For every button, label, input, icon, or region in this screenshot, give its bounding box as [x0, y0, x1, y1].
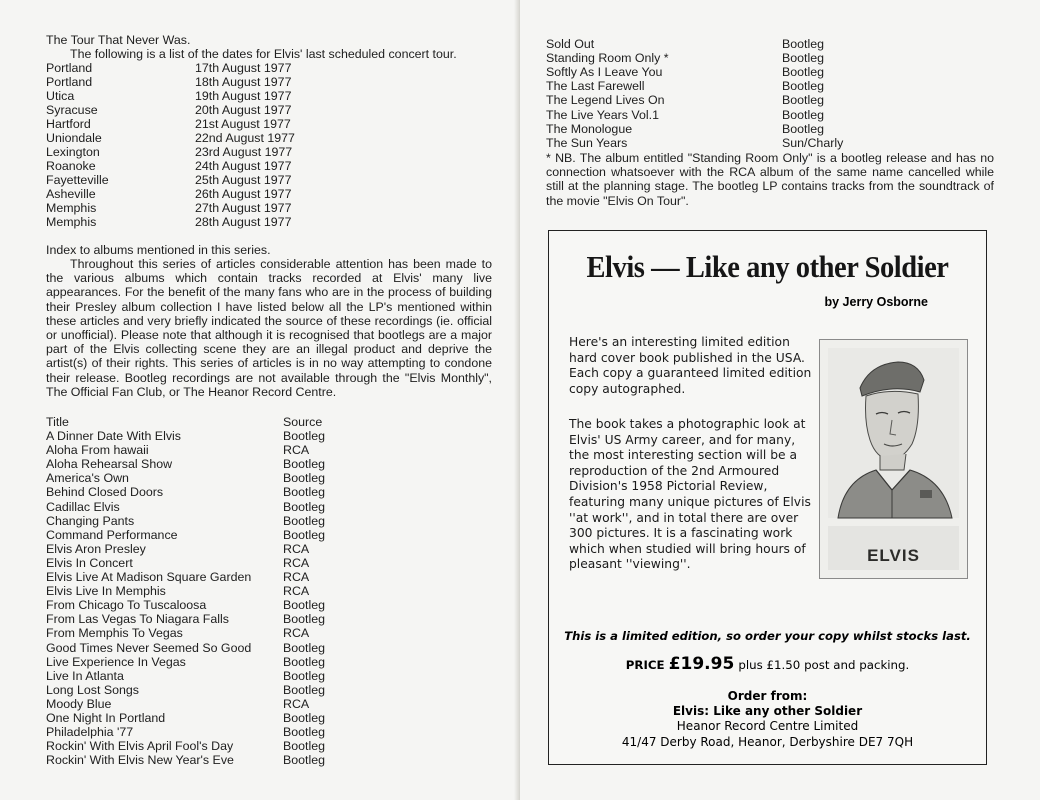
tour-date-row-city: Hartford — [46, 117, 91, 131]
album-row-title: Rockin' With Elvis April Fool's Day — [46, 739, 234, 754]
tour-date-row-date: 22nd August 1977 — [195, 131, 295, 145]
album-row-title: Elvis In Concert — [46, 555, 133, 570]
album-row-source: Bootleg — [283, 711, 326, 725]
order-company: Heanor Record Centre Limited — [676, 719, 859, 733]
album-row-title: Live Experience In Vegas — [46, 654, 186, 669]
album-row-title: Live In Atlanta — [46, 668, 124, 683]
footnote: * NB. The album entitled "Standing Room Only" is a bootleg release and has no connection whatsoever with the RCA album of the same name cancelled while still at the planning stage. The bootleg LP contains tracks from the soundtrack of the movie "Elvis On Tour". — [546, 151, 994, 208]
book-advert — [548, 230, 987, 765]
album-row-source: Bootleg — [283, 739, 326, 754]
album-row-title: Elvis Live At Madison Square Garden — [46, 570, 252, 584]
album-row-title: Behind Closed Doors — [46, 485, 164, 500]
album-row-title: Moody Blue — [46, 696, 112, 711]
album-row-source: RCA — [283, 555, 310, 570]
album-row-source: Bootleg — [782, 37, 825, 51]
index-paragraph: Throughout this series of articles considerable attention has been made to the various albums which contain tracks recorded at Elvis' many live appearances. For the benefit of the many fans who are in the process of building their Presley album collection I have listed below all the LP's mentioned within these articles and very briefly indicated the source of these recordings (ie. official or unofficial). Please note that although it is recognised that bootlegs are a major part of the Elvis collecting scene they are an illegal product and deprive the artist(s) of their rights. This series of articles is in no way attempting to condone their release. Bootleg recordings are not available through the "Elvis Monthly", The Official Fan Club, or The Heanor Record Centre. — [46, 257, 492, 399]
album-row-title: Philadelphia '77 — [46, 725, 134, 740]
tour-date-row-city: Portland — [46, 61, 93, 75]
album-row-source: Bootleg — [283, 513, 326, 528]
album-row-title: The Monologue — [546, 121, 633, 136]
tour-date-row-city: Fayetteville — [46, 173, 109, 187]
album-row-title: Long Lost Songs — [46, 682, 140, 697]
price-extra: plus £1.50 post and packing. — [738, 658, 910, 672]
album-row-title: Changing Pants — [46, 513, 135, 528]
tour-heading: The Tour That Never Was. — [46, 33, 191, 47]
tour-date-row-city: Syracuse — [46, 103, 98, 117]
tour-date-row-date: 21st August 1977 — [195, 117, 291, 131]
tour-date-row-city: Utica — [46, 89, 75, 103]
album-row-source: Bootleg — [283, 471, 326, 486]
album-row-source: Bootleg — [283, 527, 326, 542]
album-row-source: Bootleg — [283, 499, 326, 514]
album-row-source: Sun/Charly — [782, 135, 844, 150]
album-row-title: The Live Years Vol.1 — [546, 107, 659, 122]
album-row-source: Bootleg — [283, 429, 326, 443]
album-row-source: RCA — [283, 626, 310, 641]
limited-edition-note: This is a limited edition, so order your copy whilst stocks last. — [564, 629, 971, 643]
tour-date-row-date: 19th August 1977 — [195, 89, 292, 103]
album-row-source: Bootleg — [283, 598, 326, 613]
tour-date-row-city: Roanoke — [46, 159, 96, 173]
album-row-source: Bootleg — [283, 753, 326, 768]
album-row-source: Bootleg — [782, 121, 825, 136]
album-row-source: Bootleg — [283, 725, 326, 740]
album-row-title: Softly As I Leave You — [546, 65, 663, 80]
album-row-source: Bootleg — [283, 682, 326, 697]
album-row-source: Bootleg — [782, 65, 825, 80]
price-label: PRICE — [625, 658, 665, 672]
tour-date-row-date: 24th August 1977 — [195, 159, 292, 173]
album-row-title: America's Own — [46, 471, 129, 486]
tour-date-row-city: Uniondale — [46, 131, 102, 145]
album-row-title: Good Times Never Seemed So Good — [46, 640, 252, 655]
album-row-title: Sold Out — [546, 37, 595, 51]
album-row-title: Aloha Rehearsal Show — [46, 457, 173, 472]
price-value: £19.95 — [668, 654, 735, 674]
album-row-source: Bootleg — [283, 612, 326, 627]
album-row-title: Cadillac Elvis — [46, 499, 120, 514]
album-row-title: The Last Farewell — [546, 79, 645, 94]
album-row-source: Bootleg — [782, 79, 825, 94]
album-row-title: The Sun Years — [546, 135, 628, 150]
album-row-source: Bootleg — [283, 668, 326, 683]
advert-byline: by Jerry Osborne — [824, 295, 928, 309]
album-row-title: A Dinner Date With Elvis — [46, 429, 181, 443]
tour-date-row-date: 17th August 1977 — [195, 61, 292, 75]
order-heading: Order from: — [727, 689, 808, 703]
tour-date-row-city: Asheville — [46, 187, 96, 201]
tour-date-row-city: Portland — [46, 75, 93, 89]
tour-date-row-city: Memphis — [46, 215, 97, 229]
album-row-source: RCA — [283, 696, 310, 711]
album-row-source: Bootleg — [782, 51, 825, 66]
album-row-title: The Legend Lives On — [546, 93, 665, 108]
album-row-title: Elvis Aron Presley — [46, 541, 146, 556]
advert-paragraph-2: The book takes a photographic look at Elvis' US Army career, and for many, the most interesting section will be a reproduction of the 2nd Armoured Division's 1958 Pictorial Review, featuring many unique pictures of Elvis ''at work'', and in total there are over 300 pictures. It is a fascinating work which when studied will bring hours of pleasant ''viewing''. — [569, 417, 811, 572]
album-row-title: Rockin' With Elvis New Year's Eve — [46, 753, 234, 768]
order-address: 41/47 Derby Road, Heanor, Derbyshire DE7 7QH — [621, 735, 914, 749]
album-row-title: From Chicago To Tuscaloosa — [46, 598, 207, 613]
tour-date-row-city: Lexington — [46, 145, 100, 159]
cover-caption: ELVIS — [867, 546, 920, 565]
album-row-title: One Night In Portland — [46, 711, 166, 725]
tour-date-row-date: 25th August 1977 — [195, 173, 292, 187]
tour-date-row-date: 18th August 1977 — [195, 75, 292, 89]
album-row-source: Bootleg — [283, 654, 326, 669]
book-cover-photo — [819, 339, 968, 579]
tour-date-row-city: Memphis — [46, 201, 97, 215]
album-row-title: From Memphis To Vegas — [46, 626, 183, 641]
album-row-source: Bootleg — [283, 485, 326, 500]
advert-title: Elvis — Like any other Soldier — [586, 249, 949, 284]
table-header-title: Title — [46, 415, 69, 429]
index-heading: Index to albums mentioned in this series. — [46, 243, 271, 257]
album-row-source: Bootleg — [782, 93, 825, 108]
album-row-source: Bootleg — [283, 640, 326, 655]
price-line — [549, 654, 986, 674]
album-row-title: From Las Vegas To Niagara Falls — [46, 612, 229, 627]
tour-date-row-date: 26th August 1977 — [195, 187, 292, 201]
album-row-source: RCA — [283, 570, 310, 584]
album-row-title: Aloha From hawaii — [46, 443, 149, 458]
soldier-portrait-icon — [820, 340, 967, 578]
tour-date-row-date: 23rd August 1977 — [195, 145, 293, 159]
table-header-source: Source — [283, 415, 323, 429]
advert-paragraph-1: Here's an interesting limited edition hard cover book published in the USA. Each copy a guaranteed limited edition copy autographed. — [569, 335, 812, 396]
album-row-source: Bootleg — [782, 107, 825, 122]
tour-date-row-date: 27th August 1977 — [195, 201, 292, 215]
album-row-source: RCA — [283, 584, 310, 599]
album-row-source: RCA — [283, 443, 310, 458]
order-name: Elvis: Like any other Soldier — [672, 704, 863, 718]
album-row-title: Command Performance — [46, 527, 178, 542]
tour-intro: The following is a list of the dates for Elvis' last scheduled concert tour. — [70, 47, 457, 61]
album-row-title: Standing Room Only * — [546, 51, 669, 66]
tour-date-row-date: 28th August 1977 — [195, 215, 292, 229]
tour-date-row-date: 20th August 1977 — [195, 103, 292, 117]
album-row-title: Elvis Live In Memphis — [46, 584, 166, 599]
album-row-source: Bootleg — [283, 457, 326, 472]
album-row-source: RCA — [283, 541, 310, 556]
